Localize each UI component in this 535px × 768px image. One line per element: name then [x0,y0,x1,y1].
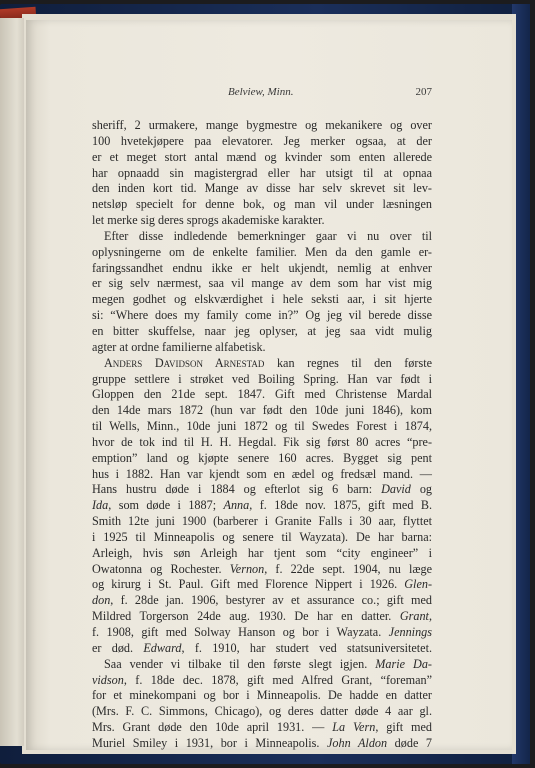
text-line [92,181,432,197]
italic-name: vidson [92,672,124,687]
text-run: , gift med [375,720,432,735]
text-line [92,356,432,372]
text-run: si: “Where does my family come in?” Og jeg vil berede disse [92,308,432,323]
running-title: Belview, Minn. [228,86,294,98]
text-run: , f. 22de sept. 1904, nu læge [264,561,432,576]
text-line [92,324,432,340]
text-line [92,451,432,467]
text-line [92,403,432,419]
text-run: i 1925 til Minneapolis og senere til Wayzata). De har barna: [92,529,432,544]
text-line [92,150,432,166]
text-run: netsløp specielt for denne bok, og man vil under læsningen [92,197,432,212]
italic-name: Ida [92,498,109,513]
italic-name: Vernon [229,561,265,576]
italic-name: Edward [143,640,182,655]
text-line [92,340,432,356]
text-line [92,546,432,562]
text-line [92,229,432,245]
text-run: , som døde i 1887; [108,498,224,513]
text-line [92,419,432,435]
text-run: Smith 12te juni 1900 (barberer i Granite Falls i 30 aar, flyttet [92,514,432,529]
text-run: Muriel Smiley i 1931, bor i Minneapolis. [92,735,327,750]
text-run: den inden kort tid. Mange av disse har selv skrevet sit lev- [92,181,432,196]
text-run: er et meget stort antal mænd og kvinder som enten allerede [92,149,432,164]
text-line [92,625,432,641]
text-run: faringssandhet endnu ikke er helt ukjendt, nemlig at enhver [92,260,432,275]
text-run: , f. 18de nov. 1875, gift med B. [249,498,433,513]
text-line [92,245,432,261]
text-run: for et minekompani og bor i Minneapolis. De hadde en datter [92,688,432,703]
text-line [92,435,432,451]
text-run: gruppe settlere i strøket ved Boiling Spring. Han var født i [92,371,432,386]
italic-name: David [381,482,411,497]
text-run: har opnaadd sin magistergrad eller har utsigt til at opnaa [92,165,432,180]
italic-name: John Aldon [326,735,388,750]
text-run: , f. 18de dec. 1878, gift med Alfred Grant, “foreman” [123,672,432,687]
text-line [92,118,432,134]
text-line [92,261,432,277]
small-caps-name: Anders Davidson Arnestad [104,355,265,370]
text-run: f. 1908, gift med Solway Hanson og bor i Wayzata. [92,625,389,639]
text-line [92,467,432,483]
italic-name: Glen- [404,577,432,592]
text-line [92,134,432,150]
text-line [92,482,432,498]
text-run: sheriff, 2 urmakere, mange bygmestre og mekanikere og over [92,118,432,132]
text-line [92,577,432,593]
text-run: , f. 1910, har studert ved statsuniversitetet. [181,640,432,655]
text-line [92,641,432,657]
italic-name: Jennings [388,625,432,639]
running-header [92,86,432,102]
text-run: døde 7 [387,735,432,750]
text-line [92,673,432,689]
text-run: Mrs. Grant døde den 10de april 1931. — [92,720,333,735]
text-line [92,562,432,578]
text-line [92,720,432,736]
text-run: oplysningerne om de enkelte familier. Men da den gamle er- [92,244,432,259]
text-run: hus i 1882. Han var kjendt som en ædel og fredsæl mand. — [92,466,432,481]
text-run: Hans hustru døde i 1884 og efterlot sig 6 barn: [92,482,382,497]
text-line [92,657,432,673]
text-run: og kirurg i St. Paul. Gift med Florence Nippert i 1926. [92,577,405,592]
text-run: emption” land og kjøpte senere 160 acres. Bygget sig pent [92,450,432,465]
text-run: , f. 28de jan. 1906, bestyrer av et assurance co.; gift med [110,593,432,608]
text-line [92,514,432,530]
text-line [92,213,432,229]
text-run: Efter disse indledende bemerkninger gaar vi nu over til [104,228,432,243]
page-number: 207 [415,86,432,98]
text-line [92,387,432,403]
text-line [92,530,432,546]
text-run: og [410,482,432,497]
text-run: er død. [92,640,144,655]
text-run: agter at ordne familierne alfabetisk. [92,339,266,354]
body-text [92,118,432,752]
text-run: Owatonna og Rochester. [92,561,230,576]
text-run: , [428,609,432,624]
text-run: til Wells, Minn., 10de juni 1872 og til Swedes Forest i 1874, [92,419,432,434]
text-line [92,736,432,752]
page-left-edge [0,18,24,746]
text-run: Mildred Torgerson 24de aug. 1930. De har en datter. [92,609,400,624]
italic-name: Grant [399,609,429,624]
text-line [92,609,432,625]
text-run: (Mrs. F. C. Simmons, Chicago), og deres datter døde 4 aar gl. [92,704,432,719]
text-line [92,498,432,514]
italic-name: don [92,593,111,608]
text-line [92,197,432,213]
text-line [92,372,432,388]
text-run: let merke sig deres sprogs akademiske karakter. [92,213,325,228]
text-run: 100 hvetekjøpere paa elevatorer. Jeg merker ogsaa, at der [92,133,432,148]
text-line [92,308,432,324]
text-run: Arleigh, hvis søn Arleigh har tjent som “city engineer” i [92,545,432,560]
text-run: kan regnes til den første [264,355,432,370]
text-line [92,593,432,609]
italic-name: Anna [223,498,250,513]
text-run: er sig selv nærmest, saa vil mange av dem som har vist mig [92,276,432,291]
text-run: en bitter skuffelse, naar jeg oplyser, at jeg saa vidt mulig [92,323,432,338]
text-run: hvor de tok ind til H. H. Hegdal. Fik sig først 80 acres “pre- [92,434,432,449]
text-line [92,688,432,704]
text-run: den 14de mars 1872 (hun var født den 10de juni 1846), kom [92,403,432,418]
text-run: Gloppen den 21de sept. 1847. Gift med Christense Mardal [92,387,432,402]
italic-name: Marie Da- [375,656,432,671]
text-line [92,276,432,292]
text-line [92,166,432,182]
italic-name: La Vern [332,720,376,735]
text-line [92,704,432,720]
text-run: Saa vender vi tilbake til den første slegt igjen. [104,656,376,671]
text-run: megen godhet og elskværdighet i hele seksti aar, i sit hjerte [92,292,432,307]
text-line [92,292,432,308]
